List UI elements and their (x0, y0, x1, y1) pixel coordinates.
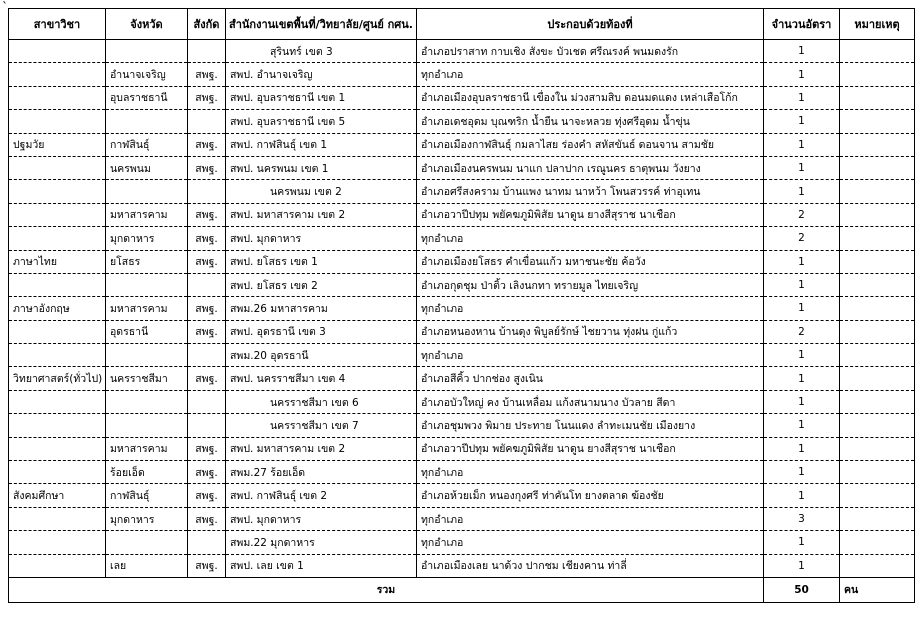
cell-office: สพป. มุกดาหาร (226, 507, 417, 530)
col-header-office: สำนักงานเขตพื้นที่/วิทยาลัย/ศูนย์ กศน. (226, 9, 417, 40)
total-count: 50 (764, 577, 840, 602)
cell-count: 1 (764, 437, 840, 460)
cell-remark (840, 344, 915, 367)
cell-districts: อำเภอสีคิ้ว ปากช่อง สูงเนิน (417, 367, 764, 390)
cell-affiliation: สพฐ. (188, 437, 226, 460)
cell-count: 1 (764, 554, 840, 577)
cell-province (106, 344, 188, 367)
cell-remark (840, 554, 915, 577)
table-row (9, 40, 915, 63)
cell-districts: อำเภอเมืองยโสธร คำเขื่อนแก้ว มหาชนะชัย ค้อวัง (417, 250, 764, 273)
cell-subject (9, 344, 106, 367)
cell-count: 1 (764, 531, 840, 554)
cell-remark (840, 390, 915, 413)
cell-remark (840, 461, 915, 484)
cell-office: สพป. กาฬสินธุ์ เขต 2 (226, 484, 417, 507)
cell-province: มุกดาหาร (106, 227, 188, 250)
cell-province: อุดรธานี (106, 320, 188, 343)
cell-office: สุรินทร์ เขต 3 (226, 40, 417, 63)
cell-districts: ทุกอำเภอ (417, 461, 764, 484)
cell-province: กาฬสินธุ์ (106, 484, 188, 507)
cell-subject (9, 156, 106, 179)
cell-office: สพป. มหาสารคาม เขต 2 (226, 437, 417, 460)
cell-affiliation (188, 414, 226, 437)
cell-districts: อำเภอเมืองอุบลราชธานี เขื่องใน ม่วงสามสิบ ดอนมดแดง เหล่าเสือโก้ก (417, 86, 764, 109)
cell-office: สพป. อุบลราชธานี เขต 1 (226, 86, 417, 109)
cell-province: นครราชสีมา (106, 367, 188, 390)
cell-remark (840, 227, 915, 250)
table-row (9, 554, 915, 577)
corner-mark: ` (2, 0, 8, 14)
cell-count: 1 (764, 40, 840, 63)
table-row (9, 297, 915, 320)
cell-province (106, 180, 188, 203)
cell-office: สพม.22 มุกดาหาร (226, 531, 417, 554)
cell-remark (840, 414, 915, 437)
cell-province: เลย (106, 554, 188, 577)
cell-office: สพป. อุดรธานี เขต 3 (226, 320, 417, 343)
cell-affiliation: สพฐ. (188, 63, 226, 86)
cell-office: สพม.20 อุดรธานี (226, 344, 417, 367)
cell-office: สพป. มหาสารคาม เขต 2 (226, 203, 417, 226)
table-row (9, 250, 915, 273)
cell-province (106, 40, 188, 63)
cell-subject: ภาษาอังกฤษ (9, 297, 106, 320)
cell-subject (9, 531, 106, 554)
cell-subject (9, 554, 106, 577)
cell-remark (840, 86, 915, 109)
cell-office: สพป. อุบลราชธานี เขต 5 (226, 110, 417, 133)
cell-province: ร้อยเอ็ด (106, 461, 188, 484)
cell-affiliation: สพฐ. (188, 156, 226, 179)
cell-subject (9, 63, 106, 86)
col-header-province: จังหวัด (106, 9, 188, 40)
cell-remark (840, 531, 915, 554)
table-row (9, 437, 915, 460)
cell-affiliation (188, 531, 226, 554)
cell-districts: อำเภอปราสาท กาบเชิง สังขะ บัวเชด ศรีณรงค์ พนมดงรัก (417, 40, 764, 63)
col-header-remark: หมายเหตุ (840, 9, 915, 40)
cell-subject (9, 110, 106, 133)
cell-subject (9, 180, 106, 203)
cell-province: กาฬสินธุ์ (106, 133, 188, 156)
cell-count: 2 (764, 227, 840, 250)
cell-province (106, 531, 188, 554)
cell-districts: อำเภอเมืองเลย นาด้วง ปากชม เชียงคาน ท่าลี่ (417, 554, 764, 577)
col-header-subject: สาขาวิชา (9, 9, 106, 40)
cell-count: 1 (764, 390, 840, 413)
cell-remark (840, 250, 915, 273)
table-row (9, 180, 915, 203)
table-row (9, 531, 915, 554)
cell-subject (9, 507, 106, 530)
cell-office: นครพนม เขต 2 (226, 180, 417, 203)
cell-province: มหาสารคาม (106, 437, 188, 460)
cell-remark (840, 133, 915, 156)
cell-districts: อำเภอชุมพวง พิมาย ประทาย โนนแดง ลำทะเมนชัย เมืองยาง (417, 414, 764, 437)
cell-remark (840, 484, 915, 507)
cell-subject (9, 390, 106, 413)
cell-count: 1 (764, 180, 840, 203)
cell-remark (840, 203, 915, 226)
cell-districts: ทุกอำเภอ (417, 297, 764, 320)
table-row (9, 367, 915, 390)
cell-subject: ปฐมวัย (9, 133, 106, 156)
cell-affiliation: สพฐ. (188, 86, 226, 109)
table-row (9, 156, 915, 179)
table-row (9, 227, 915, 250)
cell-districts: อำเภอศรีสงคราม บ้านแพง นาทม นาหว้า โพนสวรรค์ ท่าอุเทน (417, 180, 764, 203)
table-row (9, 320, 915, 343)
cell-province (106, 414, 188, 437)
cell-remark (840, 320, 915, 343)
cell-remark (840, 297, 915, 320)
cell-subject (9, 273, 106, 296)
cell-subject (9, 227, 106, 250)
cell-count: 1 (764, 63, 840, 86)
total-row (9, 577, 915, 602)
cell-districts: ทุกอำเภอ (417, 63, 764, 86)
cell-subject (9, 40, 106, 63)
cell-affiliation: สพฐ. (188, 133, 226, 156)
cell-districts: อำเภอเมืองกาฬสินธุ์ กมลาไสย ร่องคำ สหัสขันธ์ ดอนจาน สามชัย (417, 133, 764, 156)
cell-affiliation (188, 390, 226, 413)
cell-province: มุกดาหาร (106, 507, 188, 530)
cell-remark (840, 437, 915, 460)
cell-affiliation: สพฐ. (188, 484, 226, 507)
cell-count: 1 (764, 156, 840, 179)
table-row (9, 484, 915, 507)
cell-office: นครราชสีมา เขต 6 (226, 390, 417, 413)
cell-province: อำนาจเจริญ (106, 63, 188, 86)
cell-districts: อำเภอเดชอุดม บุณฑริก น้ำยืน นาจะหลวย ทุ่งศรีอุดม น้ำขุ่น (417, 110, 764, 133)
cell-affiliation: สพฐ. (188, 297, 226, 320)
cell-office: สพป. นครพนม เขต 1 (226, 156, 417, 179)
cell-remark (840, 507, 915, 530)
cell-province: ยโสธร (106, 250, 188, 273)
cell-districts: อำเภอวาปีปทุม พยัคฆภูมิพิสัย นาดูน ยางสีสุราช นาเชือก (417, 203, 764, 226)
table-row (9, 133, 915, 156)
cell-affiliation: สพฐ. (188, 203, 226, 226)
cell-districts: อำเภอบัวใหญ่ คง บ้านเหลื่อม แก้งสนามนาง บัวลาย สีดา (417, 390, 764, 413)
cell-count: 2 (764, 203, 840, 226)
header-row (9, 9, 915, 40)
table-row (9, 203, 915, 226)
cell-subject (9, 414, 106, 437)
table-row (9, 63, 915, 86)
cell-province: อุบลราชธานี (106, 86, 188, 109)
cell-remark (840, 110, 915, 133)
cell-affiliation: สพฐ. (188, 227, 226, 250)
table-row (9, 344, 915, 367)
cell-affiliation: สพฐ. (188, 320, 226, 343)
table-row (9, 461, 915, 484)
cell-count: 1 (764, 484, 840, 507)
cell-count: 2 (764, 320, 840, 343)
cell-affiliation (188, 344, 226, 367)
cell-count: 3 (764, 507, 840, 530)
cell-office: สพม.27 ร้อยเอ็ด (226, 461, 417, 484)
cell-province: มหาสารคาม (106, 297, 188, 320)
positions-table (8, 8, 915, 603)
cell-count: 1 (764, 273, 840, 296)
cell-province (106, 110, 188, 133)
cell-districts: อำเภอเมืองนครพนม นาแก ปลาปาก เรณูนคร ธาตุพนม วังยาง (417, 156, 764, 179)
cell-remark (840, 63, 915, 86)
cell-remark (840, 156, 915, 179)
cell-count: 1 (764, 461, 840, 484)
cell-office: สพป. อำนาจเจริญ (226, 63, 417, 86)
cell-affiliation (188, 273, 226, 296)
cell-affiliation (188, 110, 226, 133)
table-row (9, 86, 915, 109)
table-row (9, 110, 915, 133)
cell-affiliation: สพฐ. (188, 507, 226, 530)
cell-count: 1 (764, 133, 840, 156)
cell-subject (9, 320, 106, 343)
cell-office: สพป. ยโสธร เขต 1 (226, 250, 417, 273)
cell-affiliation: สพฐ. (188, 250, 226, 273)
cell-count: 1 (764, 86, 840, 109)
cell-affiliation: สพฐ. (188, 367, 226, 390)
cell-province (106, 273, 188, 296)
cell-office: สพป. นครราชสีมา เขต 4 (226, 367, 417, 390)
cell-affiliation (188, 40, 226, 63)
table-body (9, 40, 915, 578)
cell-districts: อำเภอหนองหาน บ้านดุง พิบูลย์รักษ์ ไชยวาน ทุ่งฝน กู่แก้ว (417, 320, 764, 343)
cell-remark (840, 367, 915, 390)
col-header-districts: ประกอบด้วยท้องที่ (417, 9, 764, 40)
cell-count: 1 (764, 297, 840, 320)
table-row (9, 507, 915, 530)
cell-districts: ทุกอำเภอ (417, 227, 764, 250)
cell-remark (840, 273, 915, 296)
cell-count: 1 (764, 414, 840, 437)
cell-province: มหาสารคาม (106, 203, 188, 226)
cell-subject: วิทยาศาสตร์(ทั่วไป) (9, 367, 106, 390)
cell-affiliation (188, 180, 226, 203)
cell-subject (9, 437, 106, 460)
cell-province (106, 390, 188, 413)
cell-office: สพม.26 มหาสารคาม (226, 297, 417, 320)
cell-subject (9, 86, 106, 109)
cell-subject: สังคมศึกษา (9, 484, 106, 507)
cell-districts: ทุกอำเภอ (417, 531, 764, 554)
cell-count: 1 (764, 344, 840, 367)
cell-count: 1 (764, 250, 840, 273)
cell-districts: ทุกอำเภอ (417, 344, 764, 367)
cell-districts: อำเภอห้วยเม็ก หนองกุงศรี ท่าคันโท ยางตลาด ฆ้องชัย (417, 484, 764, 507)
cell-count: 1 (764, 110, 840, 133)
table-row (9, 273, 915, 296)
cell-affiliation: สพฐ. (188, 554, 226, 577)
cell-office: สพป. ยโสธร เขต 2 (226, 273, 417, 296)
cell-office: นครราชสีมา เขต 7 (226, 414, 417, 437)
cell-remark (840, 180, 915, 203)
total-unit: คน (840, 577, 915, 602)
col-header-affiliation: สังกัด (188, 9, 226, 40)
cell-office: สพป. เลย เขต 1 (226, 554, 417, 577)
table-row (9, 390, 915, 413)
col-header-count: จำนวนอัตรา (764, 9, 840, 40)
cell-remark (840, 40, 915, 63)
table-row (9, 414, 915, 437)
cell-subject (9, 203, 106, 226)
cell-districts: อำเภอกุดชุม ป่าติ้ว เลิงนกทา ทรายมูล ไทยเจริญ (417, 273, 764, 296)
cell-affiliation: สพฐ. (188, 461, 226, 484)
cell-subject (9, 461, 106, 484)
cell-count: 1 (764, 367, 840, 390)
total-label: รวม (9, 577, 764, 602)
cell-province: นครพนม (106, 156, 188, 179)
cell-subject: ภาษาไทย (9, 250, 106, 273)
cell-districts: อำเภอวาปีปทุม พยัคฆภูมิพิสัย นาดูน ยางสีสุราช นาเชือก (417, 437, 764, 460)
cell-office: สพป. กาฬสินธุ์ เขต 1 (226, 133, 417, 156)
cell-office: สพป. มุกดาหาร (226, 227, 417, 250)
cell-districts: ทุกอำเภอ (417, 507, 764, 530)
